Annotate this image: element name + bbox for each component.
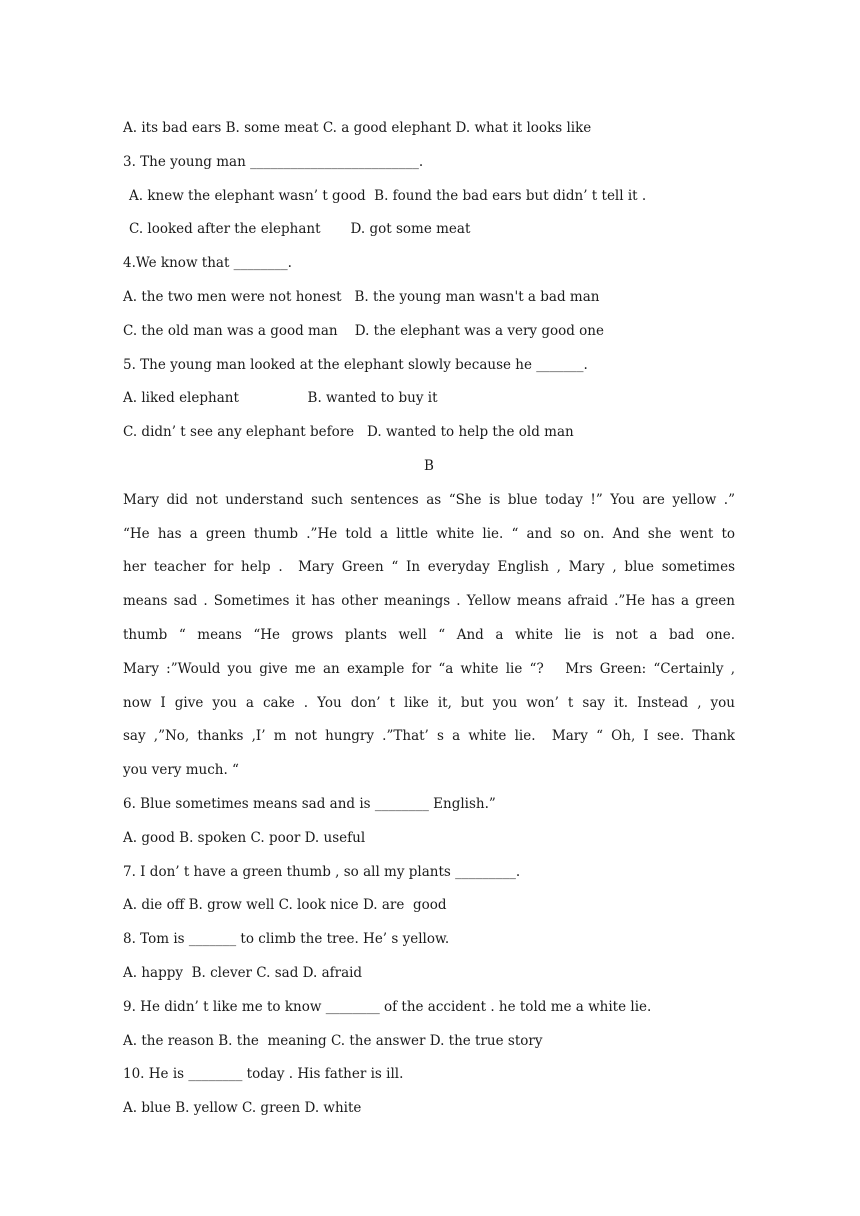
- passage-line: you very much. “: [123, 762, 239, 779]
- q8-stem: 8. Tom is _______ to climb the tree. He’ s yellow.: [123, 931, 450, 948]
- passage-line: her teacher for help . Mary Green “ In everyday English , Mary , blue sometimes: [123, 559, 735, 576]
- q5-stem: 5. The young man looked at the elephant slowly because he _______.: [123, 356, 588, 373]
- q2-options: A. its bad ears B. some meat C. a good elephant D. what it looks like: [123, 120, 592, 136]
- q4-stem: 4.We know that ________.: [123, 255, 292, 272]
- q9-stem: 9. He didn’ t like me to know ________ of the accident . he told me a white lie.: [123, 998, 652, 1015]
- passage-line: say ,”No, thanks ,I’ m not hungry .”That’ s a white lie. Mary “ Oh, I see. Thank: [123, 728, 735, 745]
- section-b-passage: [123, 484, 735, 788]
- q10-options: A. blue B. yellow C. green D. white: [123, 1100, 362, 1117]
- q3-options-line-2: C. looked after the elephant D. got some meat: [129, 221, 471, 238]
- q9-options: A. the reason B. the meaning C. the answer D. the true story: [123, 1032, 543, 1049]
- q10-stem: 10. He is ________ today . His father is ill.: [123, 1066, 404, 1083]
- passage-line: now I give you a cake . You don’ t like it, but you won’ t say it. Instead , you: [123, 694, 735, 711]
- exam-page: [123, 112, 735, 1126]
- q4-options-line-1: A. the two men were not honest B. the young man wasn't a bad man: [123, 288, 600, 305]
- q3-stem: 3. The young man _________________________.: [123, 153, 424, 170]
- q6-stem: 6. Blue sometimes means sad and is ________ English.”: [123, 795, 496, 812]
- passage-line: “He has a green thumb .”He told a little white lie. “ and so on. And she went to: [123, 525, 735, 542]
- q7-options: A. die off B. grow well C. look nice D. are good: [123, 897, 447, 914]
- q3-options-line-1: A. knew the elephant wasn’ t good B. found the bad ears but didn’ t tell it .: [129, 187, 647, 204]
- section-b-heading: B: [424, 457, 434, 474]
- passage-line: thumb “ means “He grows plants well “ And a white lie is not a bad one.: [123, 626, 735, 643]
- q7-stem: 7. I don’ t have a green thumb , so all my plants _________.: [123, 863, 521, 880]
- q5-options-line-1: A. liked elephant B. wanted to buy it: [123, 390, 438, 407]
- q8-options: A. happy B. clever C. sad D. afraid: [123, 964, 363, 981]
- q5-options-line-2: C. didn’ t see any elephant before D. wanted to help the old man: [123, 424, 574, 441]
- q4-options-line-2: C. the old man was a good man D. the elephant was a very good one: [123, 322, 604, 339]
- q6-options: A. good B. spoken C. poor D. useful: [123, 829, 366, 846]
- passage-line: Mary :”Would you give me an example for “a white lie “? Mrs Green: “Certainly ,: [123, 660, 735, 677]
- passage-line: means sad . Sometimes it has other meanings . Yellow means afraid .”He has a green: [123, 593, 735, 610]
- passage-line: Mary did not understand such sentences as “She is blue today !” You are yellow .”: [123, 491, 735, 508]
